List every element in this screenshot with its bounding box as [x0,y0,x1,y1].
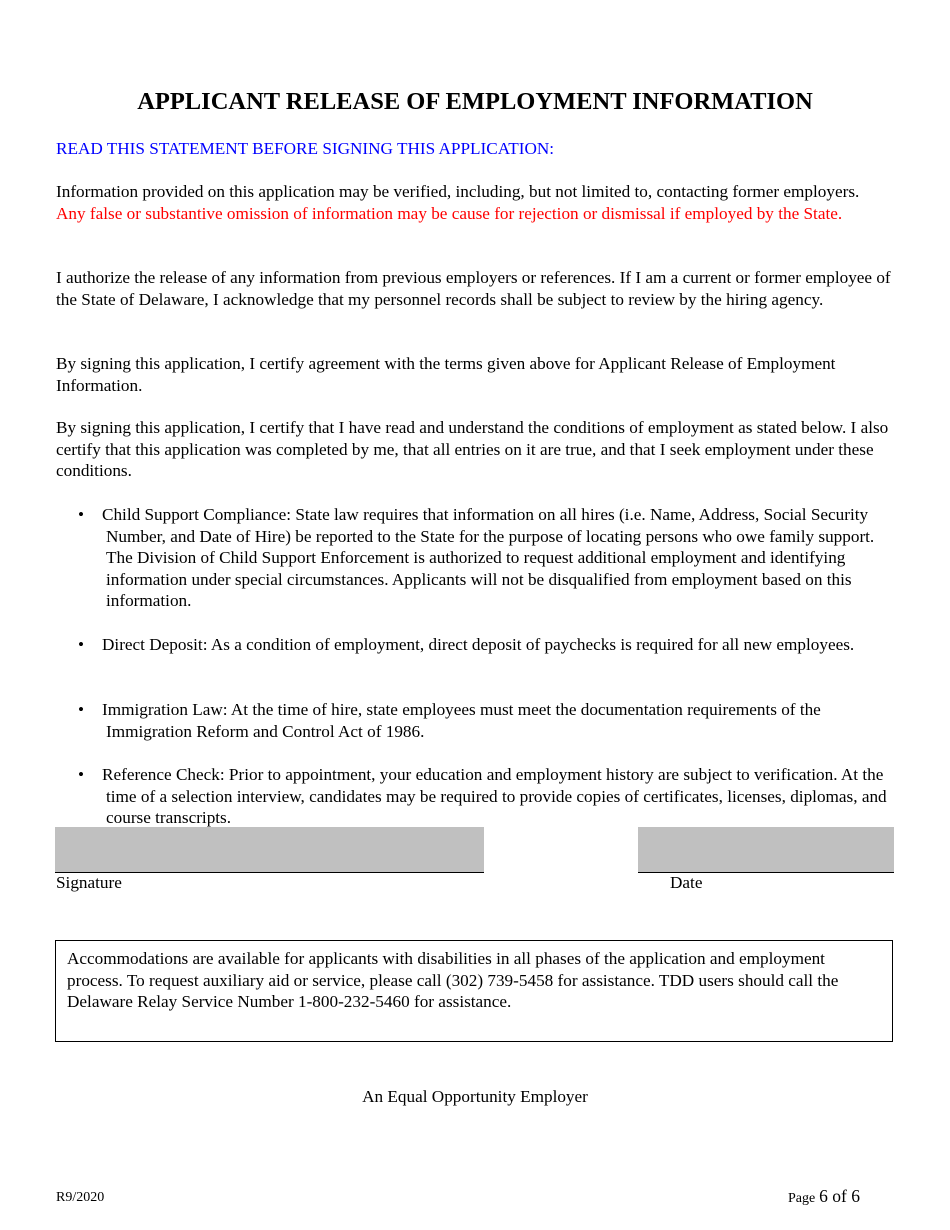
equal-opportunity-statement: An Equal Opportunity Employer [362,1087,588,1106]
bullet-text: Immigration Law: At the time of hire, state employees must meet the documentation requirements of the Immigration Reform and Control Act of 1986. [102,700,821,741]
notice-heading: READ THIS STATEMENT BEFORE SIGNING THIS APPLICATION: [56,139,555,158]
certification-paragraph: By signing this application, I certify that I have read and understand the conditions of employment as stated below. I also certify that this application was completed by me, that all entries on it are true, and that I seek employment under these conditions. [56,418,889,480]
warning-text: Any false or substantive omission of information may be cause for rejection or dismissal if employed by the State. [56,203,843,223]
bullet-icon: • [78,765,85,784]
bullet-text: Child Support Compliance: State law requires that information on all hires (i.e. Name, Address, Social Security Number, and Date of Hire) be reported to the State for the purpose of locating persons who owe family support. The Division of Child Support Enforcement is authorized to request additional employment and identifying information under special circumstances. Applicants will not be disqualified from employment based on this information. [102,505,875,610]
date-label: Date [670,873,703,892]
authorization-paragraph: I authorize the release of any information from previous employers or references. If I am a current or former employee of the State of Delaware, I acknowledge that my personnel records shall be subject to review by the hiring agency. [56,268,891,309]
verification-text: Information provided on this application may be verified, including, but not limited to, contacting former employers. [56,182,860,201]
list-item [78,504,898,612]
bullet-text: Direct Deposit: As a condition of employment, direct deposit of paychecks is required for all new employees. [102,635,855,654]
verification-paragraph [56,181,896,224]
page-title: APPLICANT RELEASE OF EMPLOYMENT INFORMATION [137,88,813,115]
page-count: 6 of 6 [819,1186,860,1206]
bullet-icon: • [78,505,85,524]
accommodations-text: Accommodations are available for applicants with disabilities in all phases of the application and employment process. To request auxiliary aid or service, please call (302) 739-5458 for assistance. TDD users should call the Delaware Relay Service Number 1-800-232-5460 for assistance. [67,949,839,1011]
list-item [78,699,898,742]
bullet-icon: • [78,700,85,719]
list-item [78,634,898,656]
revision-code: R9/2020 [56,1190,105,1205]
bullet-text: Reference Check: Prior to appointment, your education and employment history are subject to verification. At the time of a selection interview, candidates may be required to provide copies of certificates, licenses, diplomas, and course transcripts. [102,765,887,827]
page-word: Page [787,1191,816,1206]
signature-label: Signature [56,873,122,892]
list-item [78,764,898,829]
agreement-paragraph: By signing this application, I certify agreement with the terms given above for Applicant Release of Employment Information. [56,354,836,395]
date-field[interactable] [638,827,894,873]
signature-field[interactable] [55,827,484,873]
page-number [788,1186,860,1207]
bullet-icon: • [78,635,85,654]
accommodations-box [55,940,893,1042]
